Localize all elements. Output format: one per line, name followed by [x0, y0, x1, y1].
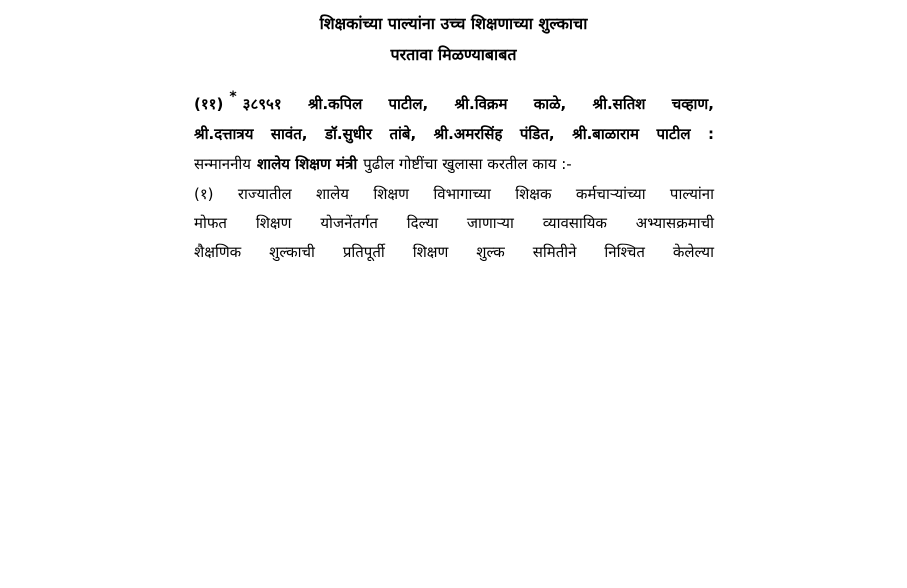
minister-name: शालेय शिक्षण मंत्री [257, 155, 358, 173]
point-1-line-3: शैक्षणिक शुल्काची प्रतिपूर्ती शिक्षण शुल्क समितीने निश्चित केलेल्या [194, 243, 714, 261]
question-header-line [194, 89, 714, 115]
document-title-line-2: परतावा मिळण्याबाबत [390, 45, 517, 64]
intro-suffix: पुढील गोष्टींचा खुलासा करतील काय :- [363, 155, 572, 173]
point-1-line-1: (१) राज्यातील शालेय शिक्षण विभागाच्या शिक्षक कर्मचाऱ्यांच्या पाल्यांना [194, 185, 714, 203]
question-number: (११) [194, 95, 224, 113]
question-intro-line [194, 153, 714, 175]
intro-prefix: सन्माननीय [194, 155, 252, 173]
question-id: ३८९५१ [242, 95, 282, 113]
document-title-line-1: शिक्षकांच्या पाल्यांना उच्च शिक्षणाच्या शुल्काचा [319, 14, 588, 33]
question-members-line-1: श्री.कपिल पाटील, श्री.विक्रम काळे, श्री.सतिश चव्हाण, [307, 95, 714, 113]
starred-question-mark: * [229, 89, 237, 105]
question-members-line-2: श्री.दत्तात्रय सावंत, डॉ.सुधीर तांबे, श्री.अमरसिंह पंडित, श्री.बाळाराम पाटील : [194, 125, 714, 143]
point-1-line-2: मोफत शिक्षण योजनेंतर्गत दिल्या जाणाऱ्या व्यावसायिक अभ्यासक्रमाची [194, 214, 714, 232]
